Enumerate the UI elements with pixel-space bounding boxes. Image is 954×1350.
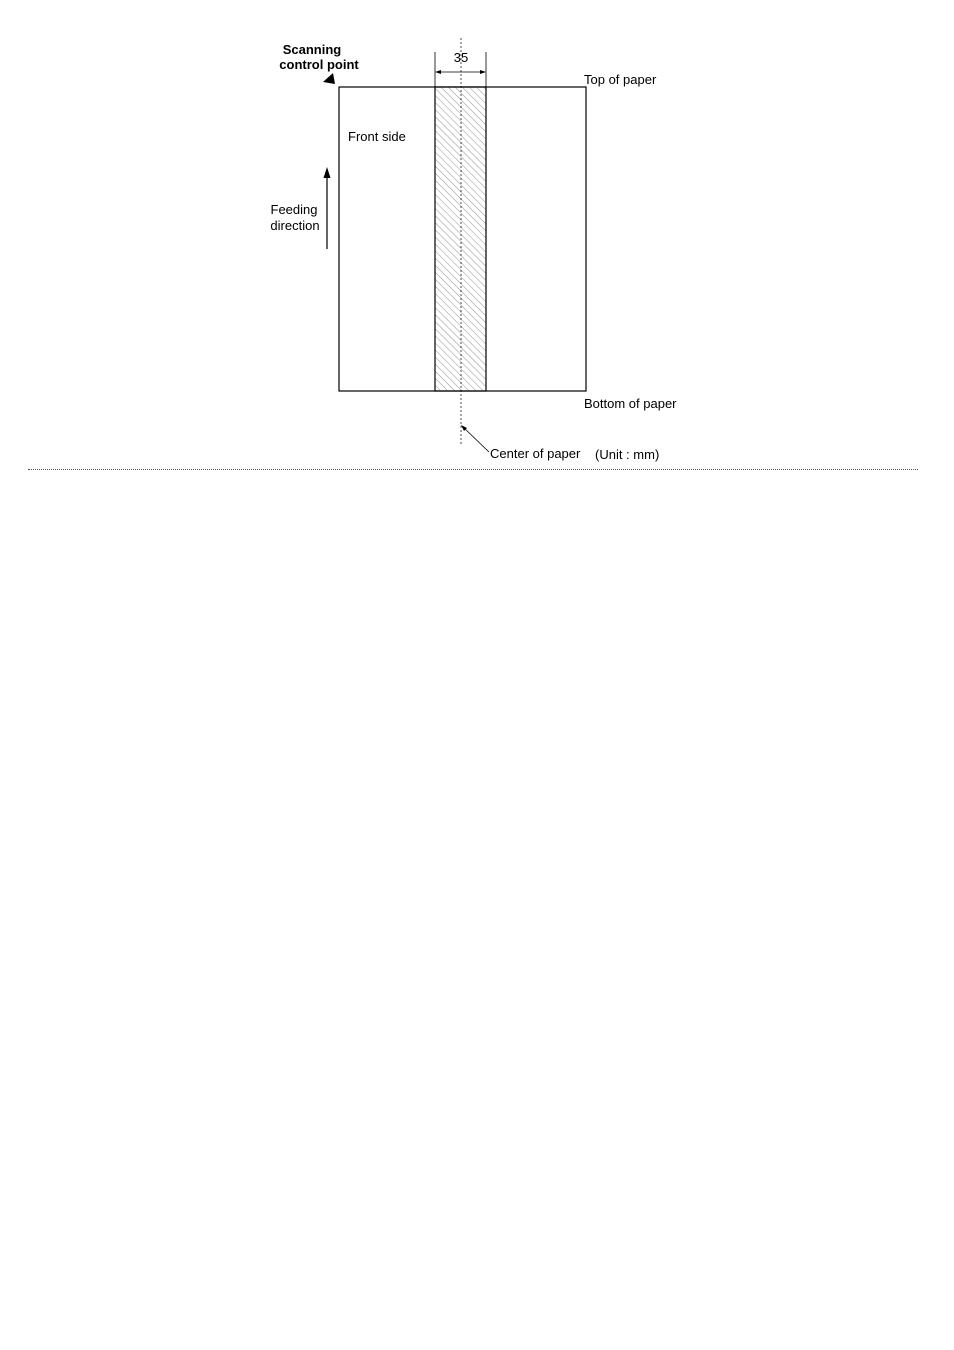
dotted-separator <box>28 469 918 470</box>
front-side-label: Front side <box>348 129 406 144</box>
top-of-paper-label: Top of paper <box>584 72 657 87</box>
scanning-label-line1: Scanning <box>282 42 342 57</box>
scanning-point-marker <box>323 73 335 84</box>
feeding-label-line2: direction <box>270 218 320 233</box>
unit-label: (Unit : mm) <box>595 447 660 462</box>
paper-diagram <box>0 0 954 480</box>
feeding-arrow-head <box>324 167 331 178</box>
feeding-label-line1: Feeding <box>270 202 318 217</box>
dimension-value: 35 <box>453 50 469 65</box>
center-leader-line <box>463 427 489 452</box>
center-of-paper-label: Center of paper <box>490 446 581 461</box>
dimension-arrow-left <box>435 70 441 74</box>
dimension-arrow-right <box>480 70 486 74</box>
scanning-label-line2: control point <box>279 57 359 72</box>
hatched-band <box>435 87 486 391</box>
bottom-of-paper-label: Bottom of paper <box>584 396 677 411</box>
